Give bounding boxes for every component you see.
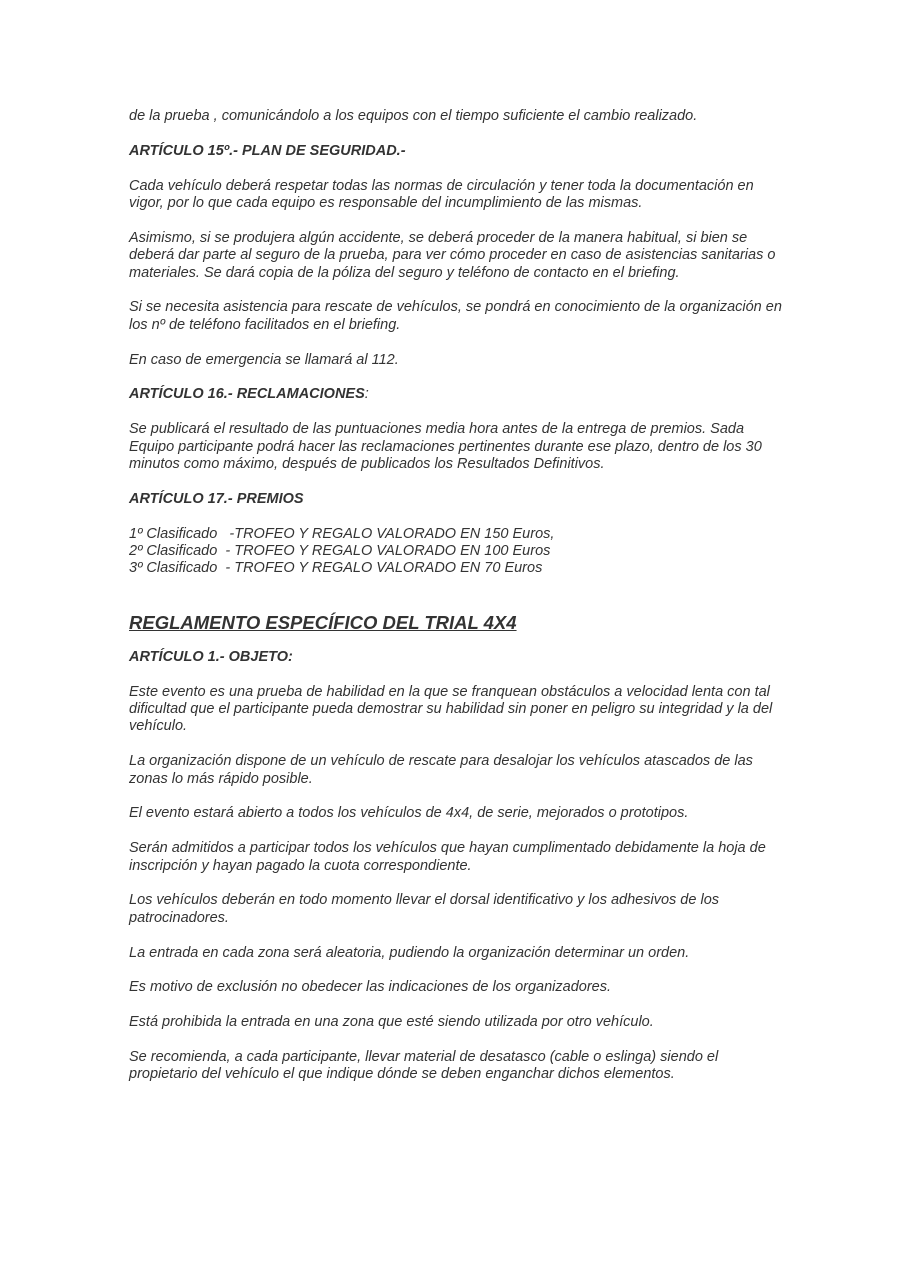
article-16-heading [129, 386, 789, 403]
article-1-paragraph: La organización dispone de un vehículo de rescate para desalojar los vehículos atascados de las zonas lo más rápido posible. [129, 753, 753, 787]
article-1-paragraph: La entrada en cada zona será aleatoria, pudiendo la organización determinar un orden. [129, 944, 690, 961]
article-15-paragraph-3: Si se necesita asistencia para rescate de vehículos, se pondrá en conocimiento de la organización en los nº de teléfono facilitados en el briefing. [129, 299, 782, 333]
article-15-heading: ARTÍCULO 15º.- PLAN DE SEGURIDAD.- [129, 142, 406, 159]
article-16-heading-text: ARTÍCULO 16.- RECLAMACIONES [129, 386, 365, 403]
regulation-title: REGLAMENTO ESPECÍFICO DEL TRIAL 4X4 [129, 611, 517, 633]
intro-paragraph: de la prueba , comunicándolo a los equipos con el tiempo suficiente el cambio realizado. [129, 108, 698, 124]
article-1-paragraph: Se recomienda, a cada participante, llevar material de desatasco (cable o eslinga) siendo el propietario del vehículo el que indique dónde se deben enganchar dichos elementos. [129, 1049, 719, 1083]
article-15-paragraph-2: Asimismo, si se produjera algún accidente, se deberá proceder de la manera habitual, si bien se deberá dar parte al seguro de la prueba, para ver cómo proceder en caso de asistencias sanitarias o materiales. Se dará copia de la póliza del seguro y teléfono de contacto en el briefing. [129, 229, 776, 281]
article-1-paragraph: Está prohibida la entrada en una zona que esté siendo utilizada por otro vehículo. [129, 1014, 654, 1031]
article-15-paragraph-4: En caso de emergencia se llamará al 112. [129, 351, 399, 368]
article-1-paragraph: Este evento es una prueba de habilidad en la que se franquean obstáculos a velocidad lenta con tal dificultad que el participante pueda demostrar su habilidad sin poner en peligro su integridad y la del vehículo. [129, 683, 773, 735]
document-body [129, 108, 789, 1084]
prize-line: 2º Clasificado - TROFEO Y REGALO VALORADO EN 100 Euros [129, 543, 551, 560]
article-16-heading-colon: : [364, 386, 369, 403]
article-1-paragraph: El evento estará abierto a todos los vehículos de 4x4, de serie, mejorados o prototipos. [129, 805, 689, 822]
article-1-heading: ARTÍCULO 1.- OBJETO: [129, 648, 293, 665]
prize-line: 1º Clasificado -TROFEO Y REGALO VALORADO EN 150 Euros, [129, 525, 555, 542]
prize-list [129, 526, 789, 578]
article-17-heading: ARTÍCULO 17.- PREMIOS [129, 490, 304, 507]
article-1-paragraph: Es motivo de exclusión no obedecer las indicaciones de los organizadores. [129, 979, 612, 996]
article-16-paragraph-1: Se publicará el resultado de las puntuaciones media hora antes de la entrega de premios. Sada Equipo participante podrá hacer las reclamaciones pertinentes durante ese plazo, dentro de los 30 minutos como máximo, después de publicados los Resultados Definitivos. [129, 421, 762, 473]
prize-line: 3º Clasificado - TROFEO Y REGALO VALORADO EN 70 Euros [129, 560, 543, 577]
article-1-paragraph: Los vehículos deberán en todo momento llevar el dorsal identificativo y los adhesivos de los patrocinadores. [129, 892, 720, 926]
article-15-paragraph-1: Cada vehículo deberá respetar todas las normas de circulación y tener toda la documentación en vigor, por lo que cada equipo es responsable del incumplimiento de las mismas. [129, 177, 754, 211]
article-1-paragraph: Serán admitidos a participar todos los vehículos que hayan cumplimentado debidamente la hoja de inscripción y hayan pagado la cuota correspondiente. [129, 840, 766, 874]
